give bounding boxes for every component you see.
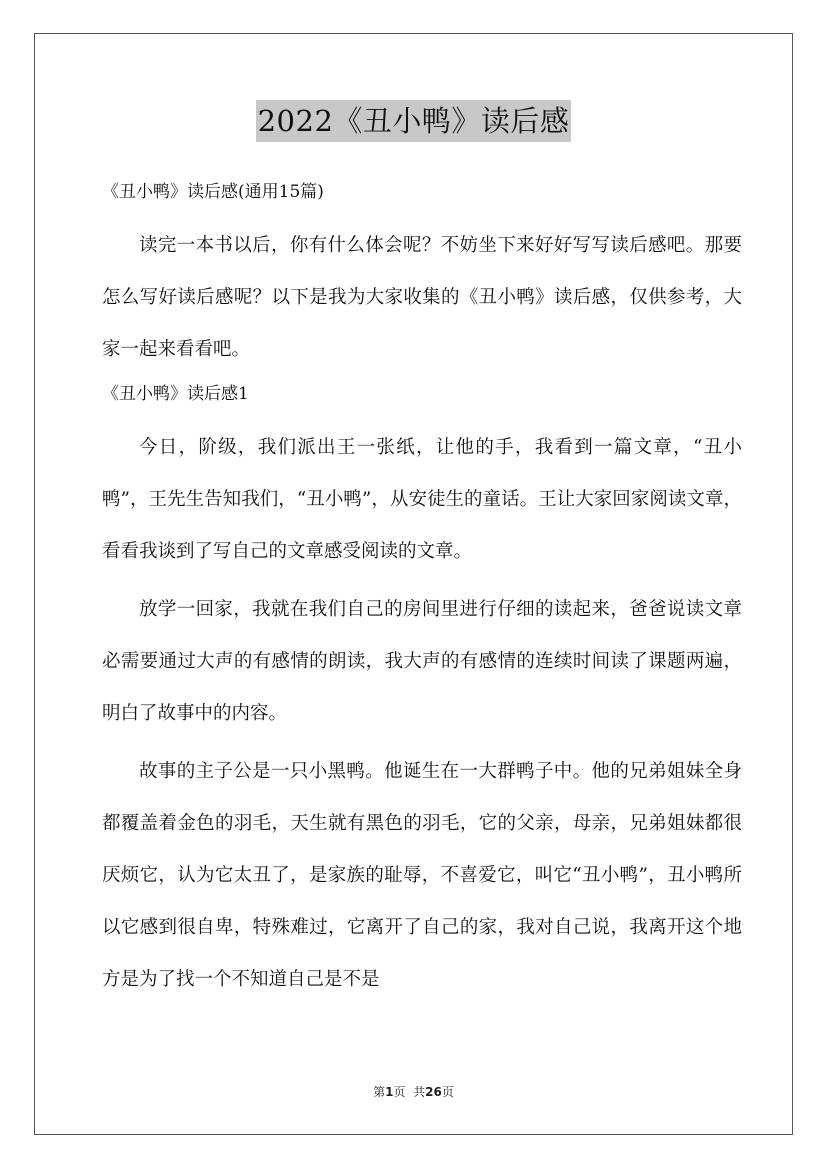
document-body — [102, 176, 742, 1006]
footer-current-page: 1 — [385, 1085, 394, 1099]
section-heading: 《丑小鸭》读后感1 — [102, 384, 249, 404]
page-footer — [0, 1084, 827, 1100]
document-title: 2022《丑小鸭》读后感 — [256, 100, 572, 142]
footer-prefix: 第 — [373, 1085, 386, 1099]
intro-paragraph: 读完一本书以后，你有什么体会呢？不妨坐下来好好写写读后感吧。那要怎么写好读后感呢？以下是我为大家收集的《丑小鸭》读后感，仅供参考，大家一起来看看吧。 — [102, 235, 742, 360]
document-subtitle: 《丑小鸭》读后感(通用15篇) — [102, 182, 324, 202]
title-container — [0, 100, 827, 142]
footer-mid: 页 共 — [393, 1085, 426, 1099]
body-paragraph-2: 放学一回家，我就在我们自己的房间里进行仔细的读起来，爸爸说读文章必需要通过大声的有感情的朗读，我大声的有感情的连续时间读了课题两遍，明白了故事中的内容。 — [102, 599, 742, 724]
footer-suffix: 页 — [441, 1085, 454, 1099]
footer-total-pages: 26 — [425, 1085, 442, 1099]
body-paragraph-3: 故事的主子公是一只小黑鸭。他诞生在一大群鸭子中。他的兄弟姐妹全身都覆盖着金色的羽毛，天生就有黑色的羽毛，它的父亲，母亲，兄弟姐妹都很厌烦它，认为它太丑了，是家族的耻辱，不喜爱它，叫它“丑小鸭”，丑小鸭所以它感到很自卑，特殊难过，它离开了自己的家，我对自己说，我离开这个地方是为了找一个不知道自己是不是 — [102, 761, 742, 990]
body-paragraph-1: 今日，阶级，我们派出王一张纸，让他的手，我看到一篇文章，“丑小鸭”，王先生告知我们，“丑小鸭”，从安徒生的童话。王让大家回家阅读文章，看看我谈到了写自己的文章感受阅读的文章。 — [102, 437, 742, 562]
